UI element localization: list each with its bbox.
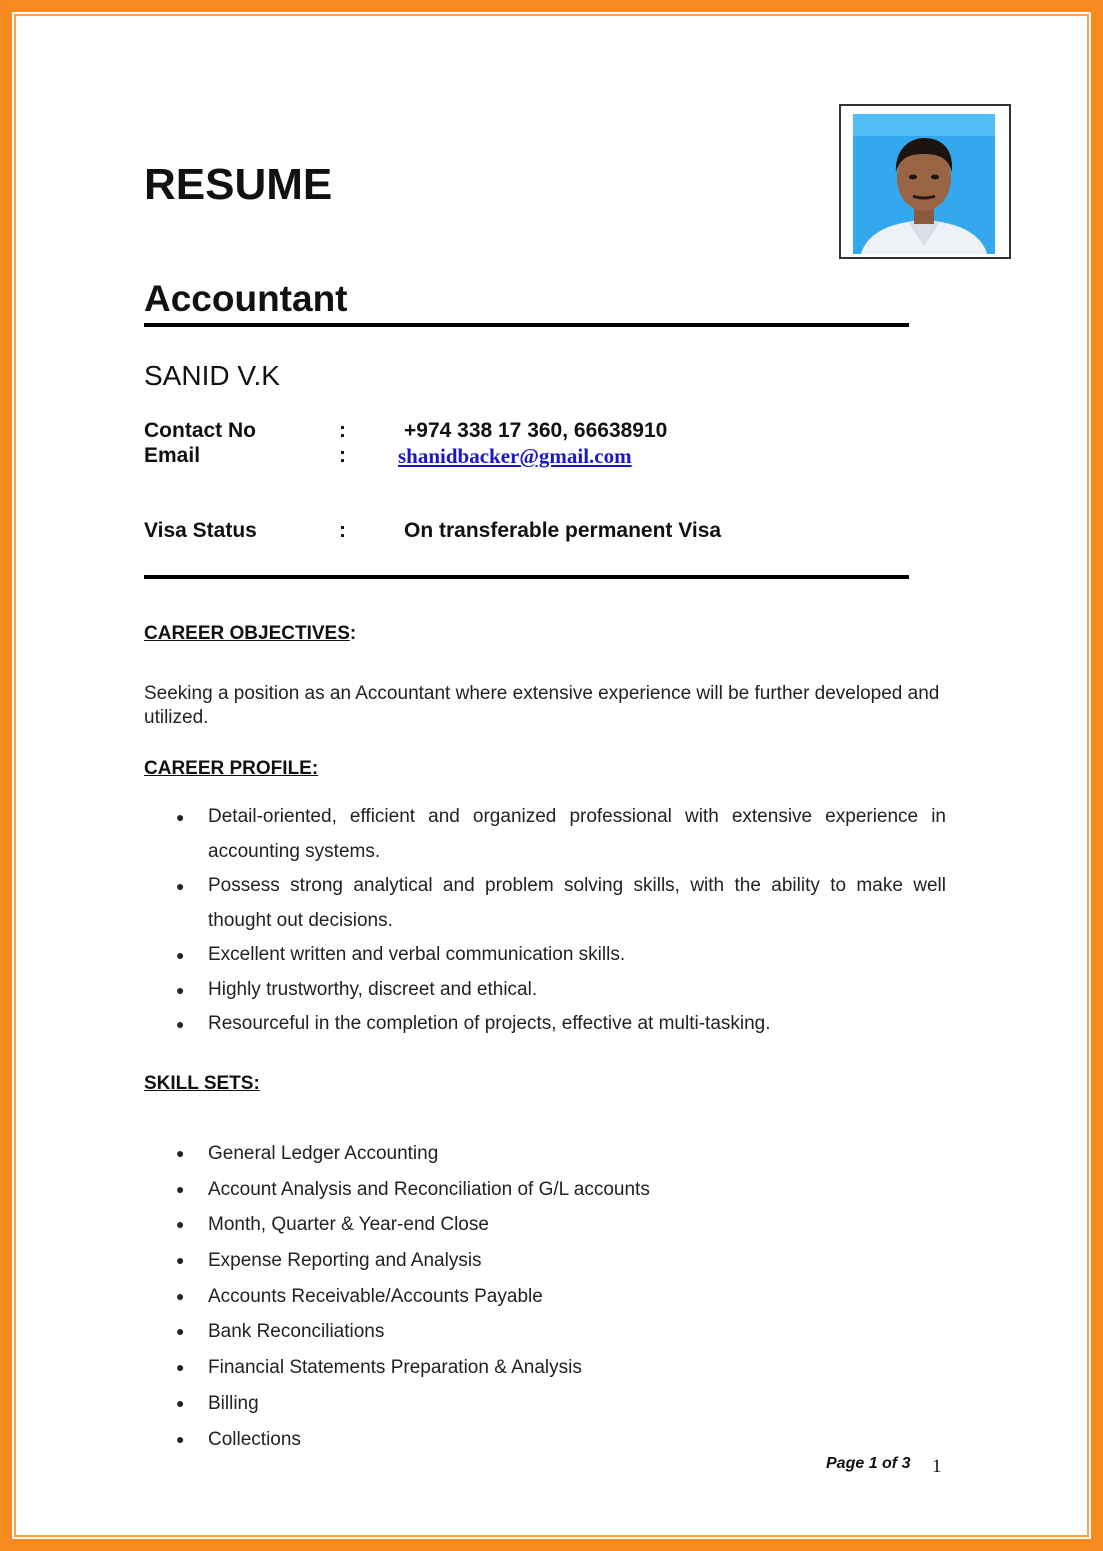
divider-top — [144, 323, 909, 327]
list-item-text: Financial Statements Preparation & Analysis — [208, 1357, 582, 1379]
list-item — [176, 1243, 946, 1279]
career-profile-list — [176, 800, 946, 1042]
bullet-icon: ● — [176, 1394, 185, 1411]
list-item-text: Billing — [208, 1392, 259, 1414]
bullet-icon: ● — [176, 1323, 185, 1340]
list-item — [176, 1350, 946, 1386]
list-item-text: Resourceful in the completion of projects, effective at multi-tasking. — [208, 1013, 771, 1034]
bullet-icon: ● — [176, 1180, 185, 1197]
list-item — [176, 800, 946, 869]
list-item — [176, 938, 946, 973]
list-item-text: Highly trustworthy, discreet and ethical. — [208, 978, 538, 1000]
career-objectives-text: Seeking a position as an Accountant where extensive experience will be further developed and utilized. — [144, 683, 940, 728]
bullet-icon: ● — [176, 947, 185, 963]
list-item-text: Accounts Receivable/Accounts Payable — [208, 1285, 543, 1307]
list-item — [176, 1007, 946, 1042]
contact-value: +974 338 17 360, 66638910 — [404, 419, 668, 442]
list-item-text: Bank Reconciliations — [208, 1321, 385, 1343]
list-item — [176, 1386, 946, 1422]
visa-label: Visa Status — [144, 519, 257, 542]
bullet-icon: ● — [176, 981, 185, 998]
contact-label: Contact No — [144, 419, 256, 442]
list-item-text: General Ledger Accounting — [208, 1143, 439, 1164]
list-item — [176, 869, 946, 938]
list-item-text: Collections — [208, 1428, 301, 1450]
bullet-icon: ● — [176, 1287, 185, 1304]
bullet-icon: ● — [176, 1430, 185, 1447]
resume-title: RESUME — [144, 160, 333, 209]
list-item — [176, 1136, 946, 1172]
list-item — [176, 1314, 946, 1350]
list-item-text: Excellent written and verbal communication skills. — [208, 944, 626, 965]
skill-sets-heading: SKILL SETS: — [144, 1073, 260, 1094]
list-item — [176, 1207, 946, 1243]
list-item — [176, 973, 946, 1008]
bullet-icon: ● — [176, 1145, 185, 1161]
list-item-text: Possess strong analytical and problem solving skills, with the ability to make well thought out decisions. — [208, 875, 946, 931]
email-separator: : — [339, 444, 346, 467]
visa-value: On transferable permanent Visa — [404, 519, 722, 542]
email-label: Email — [144, 444, 201, 467]
contact-separator: : — [339, 419, 346, 442]
bullet-icon: ● — [176, 809, 185, 825]
list-item — [176, 1279, 946, 1315]
email-link[interactable]: shanidbacker@gmail.com — [398, 444, 632, 468]
bullet-icon: ● — [176, 1216, 185, 1233]
profile-photo — [839, 104, 1011, 259]
list-item — [176, 1422, 946, 1458]
divider-bottom — [144, 575, 909, 579]
list-item-text: Expense Reporting and Analysis — [208, 1250, 482, 1272]
page-indicator: Page 1 of 3 — [826, 1455, 911, 1472]
bullet-icon: ● — [176, 1359, 185, 1376]
career-objectives-heading — [144, 623, 356, 645]
career-objectives-heading-text: CAREER OBJECTIVES — [144, 623, 350, 644]
list-item — [176, 1172, 946, 1208]
candidate-name: SANID V.K — [144, 360, 280, 391]
bullet-icon: ● — [176, 1016, 185, 1032]
job-role: Accountant — [144, 278, 348, 319]
skill-sets-list — [176, 1136, 946, 1457]
list-item-text: Month, Quarter & Year-end Close — [208, 1214, 489, 1236]
bullet-icon: ● — [176, 878, 185, 894]
page-number: 1 — [932, 1456, 942, 1477]
bullet-icon: ● — [176, 1252, 185, 1269]
visa-separator: : — [339, 519, 346, 542]
career-objectives-heading-colon: : — [349, 623, 357, 644]
list-item-text: Detail-oriented, efficient and organized professional with extensive experience in accounting systems. — [208, 806, 946, 862]
profile-photo-image — [853, 114, 995, 254]
career-profile-heading: CAREER PROFILE: — [144, 758, 319, 779]
list-item-text: Account Analysis and Reconciliation of G/L accounts — [208, 1178, 650, 1200]
